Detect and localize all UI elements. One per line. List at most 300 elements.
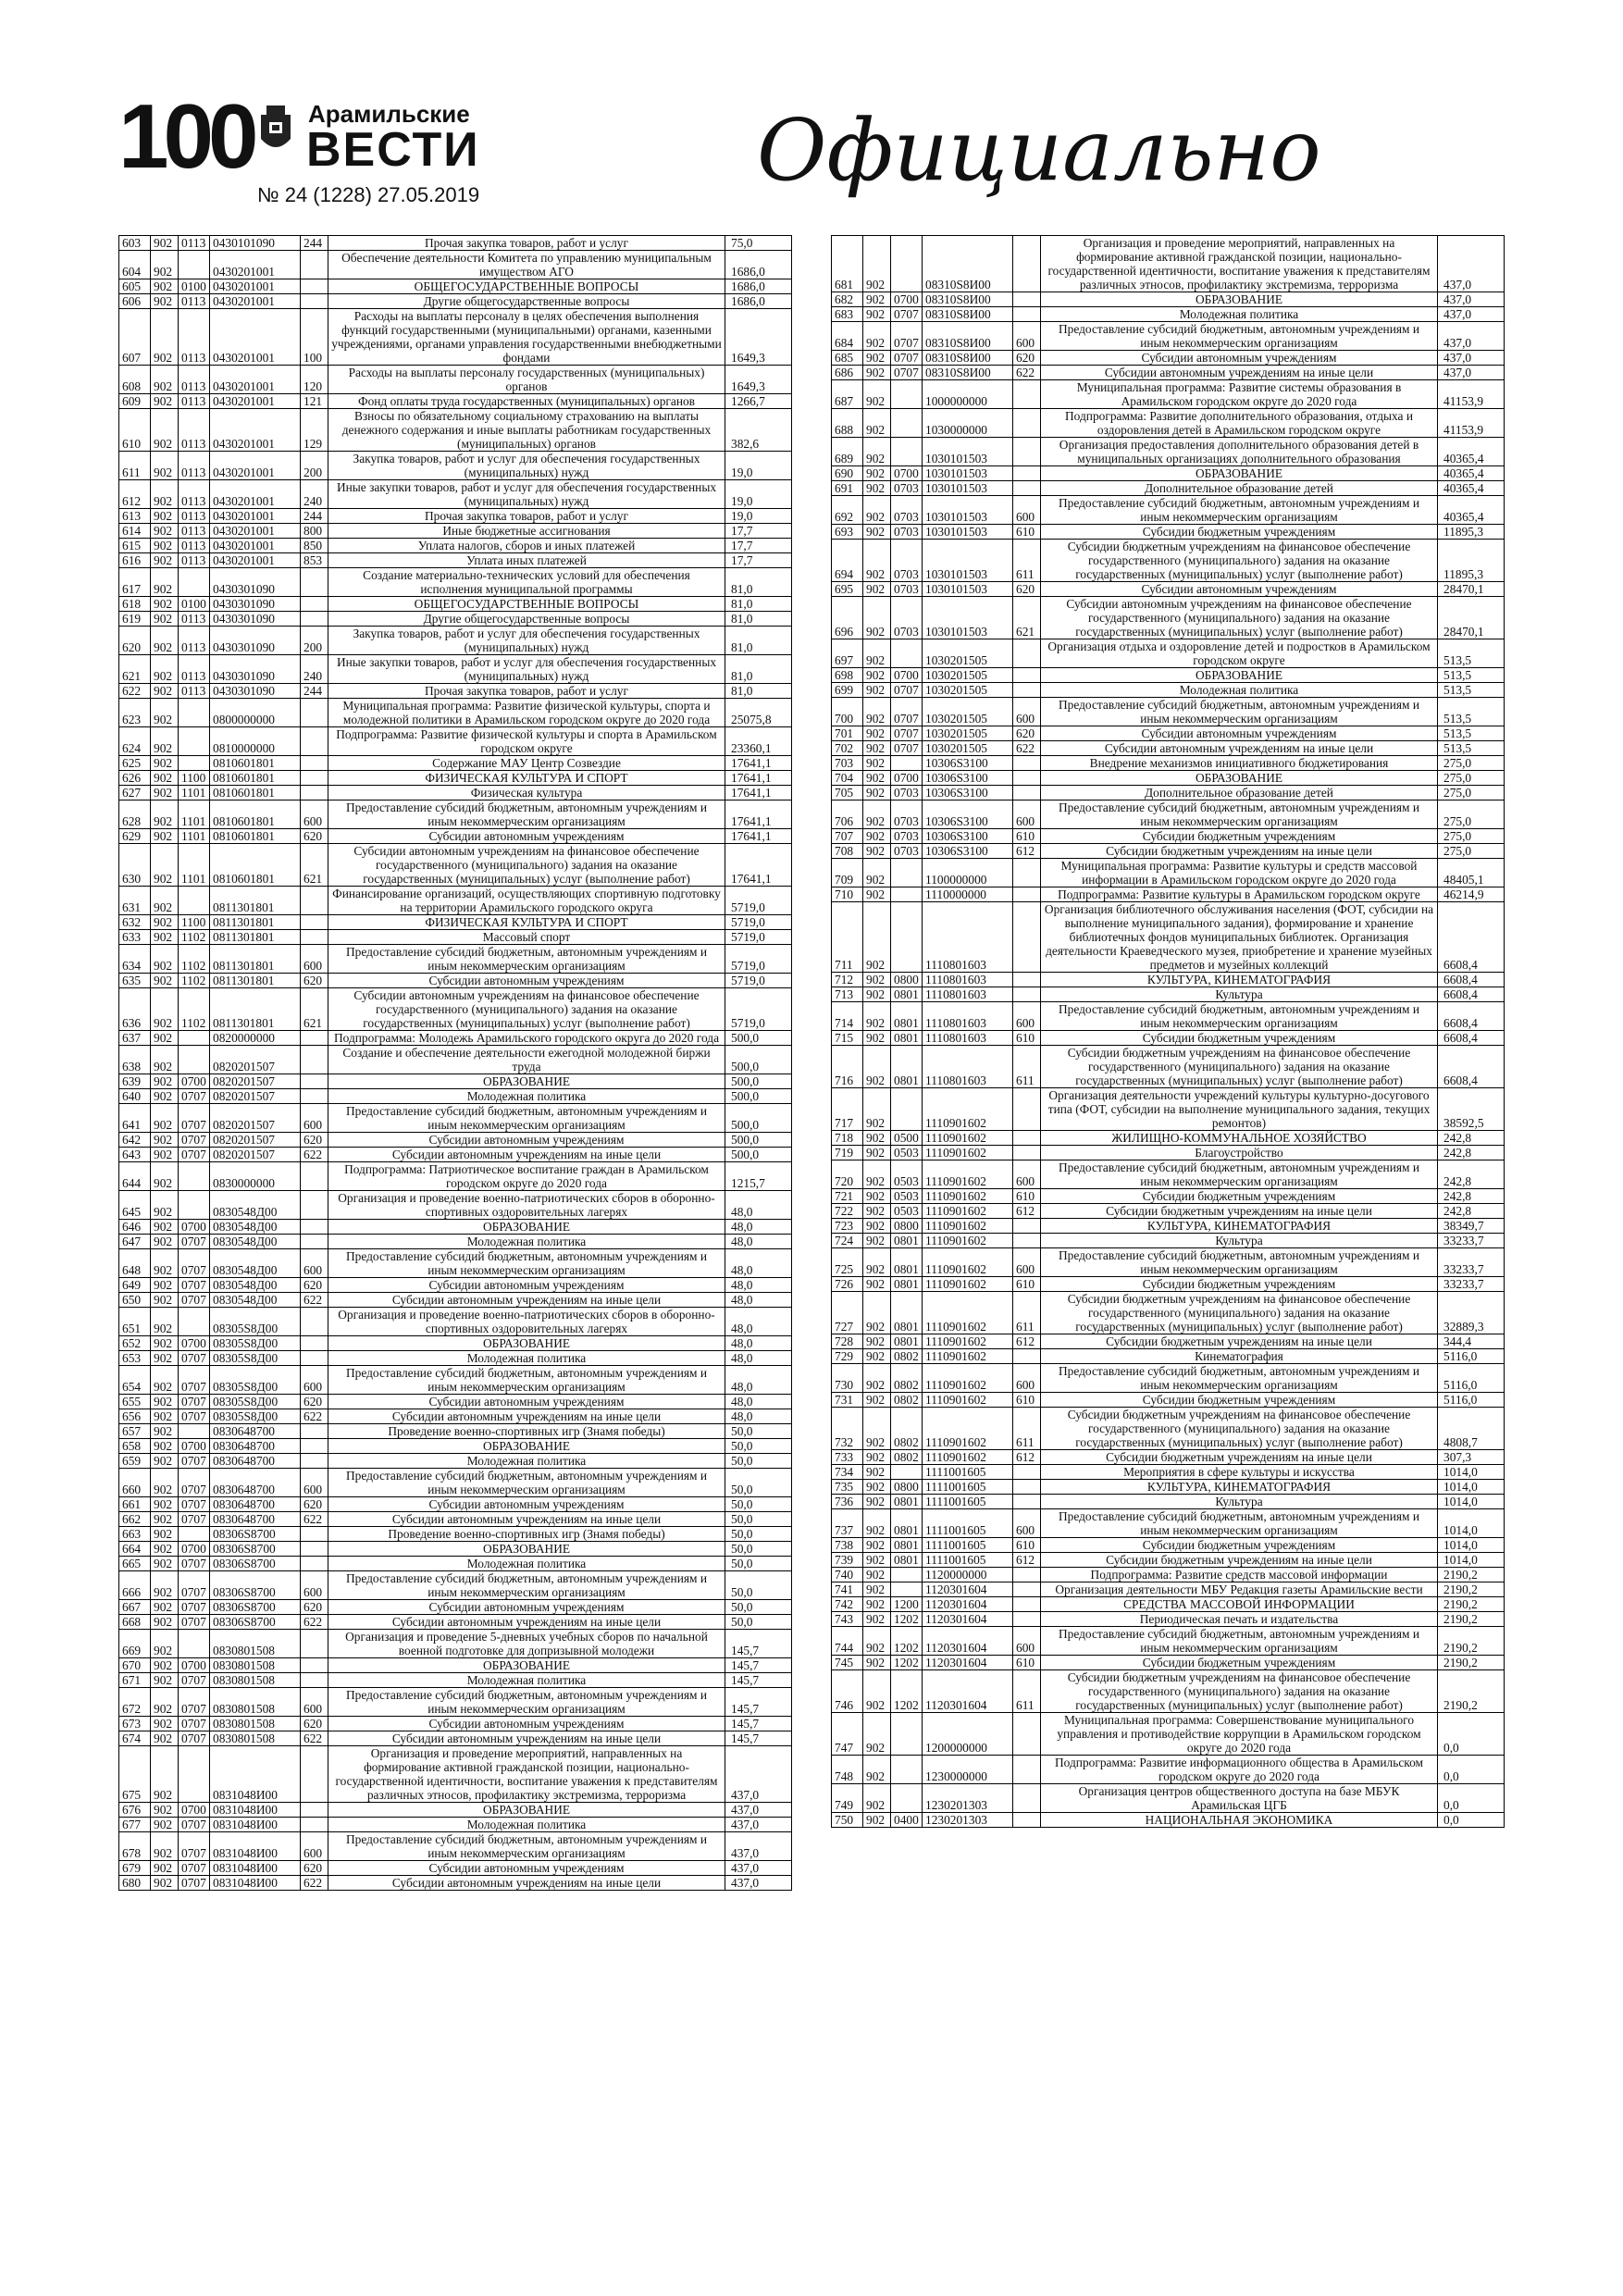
description: Предоставление субсидий бюджетным, автономным учреждениям и иным некоммерческим организациям xyxy=(1041,496,1438,525)
target-article-code: 0820201507 xyxy=(210,1046,301,1074)
amount: 6608,4 xyxy=(1438,1046,1505,1088)
ministry-code: 902 xyxy=(151,1220,179,1235)
row-number: 661 xyxy=(119,1497,151,1512)
description: Прочая закупка товаров, работ и услуг xyxy=(328,509,725,524)
expense-type-code: 610 xyxy=(1013,1656,1041,1670)
row-number: 728 xyxy=(832,1334,863,1349)
description: Субсидии автономным учреждениям на иные цели xyxy=(328,1148,725,1162)
expense-type-code: 612 xyxy=(1013,1204,1041,1219)
ministry-code: 902 xyxy=(151,988,179,1031)
ministry-code: 902 xyxy=(863,1582,891,1597)
ministry-code: 902 xyxy=(863,481,891,496)
ministry-code: 902 xyxy=(863,1450,891,1465)
target-article-code: 0430201001 xyxy=(210,251,301,279)
amount: 50,0 xyxy=(725,1542,792,1557)
target-article-code: 1110901602 xyxy=(923,1408,1013,1450)
section-code: 0800 xyxy=(891,973,923,987)
expense-type-code xyxy=(1013,1234,1041,1248)
section-code xyxy=(891,1568,923,1582)
target-article-code: 08310S8И00 xyxy=(923,366,1013,380)
target-article-code: 0810601801 xyxy=(210,771,301,786)
expense-type-code xyxy=(1013,786,1041,800)
amount: 11895,3 xyxy=(1438,525,1505,540)
expense-type-code: 600 xyxy=(301,1469,328,1497)
description: Субсидии автономным учреждениям xyxy=(328,1861,725,1876)
description: Предоставление субсидий бюджетным, автономным учреждениям и иным некоммерческим организациям xyxy=(1041,1248,1438,1277)
amount: 40365,4 xyxy=(1438,438,1505,466)
amount: 5719,0 xyxy=(725,930,792,945)
section-code: 0801 xyxy=(891,987,923,1002)
ministry-code: 902 xyxy=(151,930,179,945)
description: Организация деятельности МБУ Редакция газеты Арамильские вести xyxy=(1041,1582,1438,1597)
expense-type-code xyxy=(1013,973,1041,987)
amount: 1014,0 xyxy=(1438,1465,1505,1480)
row-number: 687 xyxy=(832,380,863,409)
section-code: 0707 xyxy=(179,1876,210,1891)
ministry-code: 902 xyxy=(151,1148,179,1162)
amount: 17641,1 xyxy=(725,844,792,887)
description: Проведение военно-спортивных игр (Знамя победы) xyxy=(328,1527,725,1542)
target-article-code: 1030101503 xyxy=(923,496,1013,525)
description: Массовый спорт xyxy=(328,930,725,945)
ministry-code: 902 xyxy=(151,1615,179,1630)
section-code: 1102 xyxy=(179,930,210,945)
description: Взносы по обязательному социальному страхованию на выплаты денежного содержания и иные выплаты работникам государственных (муниципальных) органов xyxy=(328,409,725,452)
section-code: 0707 xyxy=(179,1249,210,1278)
expense-type-code xyxy=(301,1527,328,1542)
ministry-code: 902 xyxy=(863,1627,891,1656)
section-code: 0707 xyxy=(891,683,923,698)
row-number: 707 xyxy=(832,829,863,844)
row-number: 699 xyxy=(832,683,863,698)
expense-type-code: 621 xyxy=(301,844,328,887)
section-code xyxy=(179,1527,210,1542)
row-number: 643 xyxy=(119,1148,151,1162)
expense-type-code: 800 xyxy=(301,524,328,539)
amount: 81,0 xyxy=(725,627,792,655)
amount: 17641,1 xyxy=(725,829,792,844)
description: Предоставление субсидий бюджетным, автономным учреждениям и иным некоммерческим организациям xyxy=(1041,322,1438,351)
target-article-code: 0820201507 xyxy=(210,1133,301,1148)
row-number: 745 xyxy=(832,1656,863,1670)
expense-type-code: 600 xyxy=(301,1832,328,1861)
amount: 2190,2 xyxy=(1438,1627,1505,1656)
target-article-code: 08306S8700 xyxy=(210,1557,301,1571)
target-article-code: 1110901602 xyxy=(923,1131,1013,1146)
target-article-code: 1110901602 xyxy=(923,1248,1013,1277)
table-row xyxy=(119,1351,792,1366)
description: Кинематография xyxy=(1041,1349,1438,1364)
description: Субсидии автономным учреждениям на иные цели xyxy=(328,1409,725,1424)
table-row xyxy=(119,539,792,553)
amount: 19,0 xyxy=(725,509,792,524)
masthead xyxy=(118,85,1506,230)
row-number: 635 xyxy=(119,974,151,988)
expense-type-code: 600 xyxy=(301,1688,328,1717)
row-number: 638 xyxy=(119,1046,151,1074)
table-row xyxy=(832,1480,1505,1495)
row-number: 676 xyxy=(119,1803,151,1818)
target-article-code: 0430201001 xyxy=(210,480,301,509)
row-number: 658 xyxy=(119,1439,151,1454)
expense-type-code xyxy=(1013,1146,1041,1160)
target-article-code: 1230000000 xyxy=(923,1756,1013,1784)
description: Предоставление субсидий бюджетным, автономным учреждениям и иным некоммерческим организациям xyxy=(328,1832,725,1861)
table-row xyxy=(119,553,792,568)
description: Субсидии автономным учреждениям на финансовое обеспечение государственного (муниципального) задания на оказание государственных (муниципальных) услуг (выполнение работ) xyxy=(1041,597,1438,639)
ministry-code: 902 xyxy=(151,1439,179,1454)
amount: 50,0 xyxy=(725,1571,792,1600)
expense-type-code: 620 xyxy=(301,1717,328,1731)
target-article-code: 0430201001 xyxy=(210,553,301,568)
amount: 0,0 xyxy=(1438,1813,1505,1828)
expense-type-code: 600 xyxy=(1013,322,1041,351)
description: Предоставление субсидий бюджетным, автономным учреждениям и иным некоммерческим организациям xyxy=(328,1688,725,1717)
table-row xyxy=(832,639,1505,668)
ministry-code: 902 xyxy=(151,945,179,974)
table-row xyxy=(832,1234,1505,1248)
target-article-code: 1120301604 xyxy=(923,1656,1013,1670)
expense-type-code xyxy=(301,597,328,612)
ministry-code: 902 xyxy=(863,639,891,668)
description: Создание материально-технических условий для обеспечения исполнения муниципальной программы xyxy=(328,568,725,597)
table-row xyxy=(119,1469,792,1497)
table-row xyxy=(119,1278,792,1293)
description: Субсидии автономным учреждениям на иные цели xyxy=(328,1731,725,1746)
table-row xyxy=(832,1568,1505,1582)
amount: 145,7 xyxy=(725,1630,792,1658)
table-row xyxy=(119,699,792,727)
target-article-code: 1110901602 xyxy=(923,1334,1013,1349)
target-article-code: 0430101090 xyxy=(210,236,301,251)
row-number: 655 xyxy=(119,1395,151,1409)
ministry-code: 902 xyxy=(151,887,179,915)
table-row xyxy=(119,1308,792,1336)
description: Субсидии автономным учреждениям xyxy=(328,1717,725,1731)
expense-type-code xyxy=(1013,859,1041,887)
amount: 5719,0 xyxy=(725,988,792,1031)
expense-type-code: 600 xyxy=(1013,1509,1041,1538)
amount: 307,3 xyxy=(1438,1450,1505,1465)
section-code: 0707 xyxy=(891,322,923,351)
amount: 1686,0 xyxy=(725,279,792,294)
section-code: 0703 xyxy=(891,496,923,525)
description: КУЛЬТУРА, КИНЕМАТОГРАФИЯ xyxy=(1041,1480,1438,1495)
table-row xyxy=(832,481,1505,496)
expense-type-code xyxy=(301,1424,328,1439)
ministry-code: 902 xyxy=(863,1002,891,1031)
description: Субсидии автономным учреждениям xyxy=(328,1497,725,1512)
row-number: 688 xyxy=(832,409,863,438)
expense-type-code xyxy=(301,1351,328,1366)
description: Организация отдыха и оздоровление детей и подростков в Арамильском городском округе xyxy=(1041,639,1438,668)
ministry-code: 902 xyxy=(863,582,891,597)
description: ОБРАЗОВАНИЕ xyxy=(328,1074,725,1089)
row-number: 656 xyxy=(119,1409,151,1424)
target-article-code: 1030201505 xyxy=(923,639,1013,668)
table-row xyxy=(832,1349,1505,1364)
section-code: 0703 xyxy=(891,844,923,859)
description: Закупка товаров, работ и услуг для обеспечения государственных (муниципальных) нужд xyxy=(328,452,725,480)
target-article-code: 0830801508 xyxy=(210,1630,301,1658)
ministry-code: 902 xyxy=(151,1688,179,1717)
amount: 145,7 xyxy=(725,1731,792,1746)
section-code: 0707 xyxy=(179,1278,210,1293)
table-row xyxy=(832,741,1505,756)
section-code xyxy=(179,1746,210,1803)
ministry-code: 902 xyxy=(151,1235,179,1249)
target-article-code: 08310S8И00 xyxy=(923,236,1013,292)
expense-type-code xyxy=(301,887,328,915)
section-code: 0113 xyxy=(179,539,210,553)
table-row xyxy=(832,1002,1505,1031)
expense-type-code: 600 xyxy=(1013,1160,1041,1189)
amount: 28470,1 xyxy=(1438,582,1505,597)
table-row xyxy=(832,1495,1505,1509)
amount: 1014,0 xyxy=(1438,1480,1505,1495)
target-article-code: 0810601801 xyxy=(210,800,301,829)
target-article-code: 0811301801 xyxy=(210,974,301,988)
expense-type-code: 620 xyxy=(301,1278,328,1293)
expense-type-code: 612 xyxy=(1013,1553,1041,1568)
amount: 6608,4 xyxy=(1438,973,1505,987)
amount: 19,0 xyxy=(725,452,792,480)
description: Субсидии автономным учреждениям на иные цели xyxy=(328,1293,725,1308)
description: Муниципальная программа: Развитие физической культуры, спорта и молодежной политики в Арамильском городском округе до 2020 года xyxy=(328,699,725,727)
expense-type-code: 620 xyxy=(301,1497,328,1512)
expense-type-code xyxy=(301,1454,328,1469)
row-number: 692 xyxy=(832,496,863,525)
description: Субсидии бюджетным учреждениям xyxy=(1041,829,1438,844)
description: Дополнительное образование детей xyxy=(1041,786,1438,800)
section-code: 0700 xyxy=(179,1658,210,1673)
amount: 33233,7 xyxy=(1438,1248,1505,1277)
table-row xyxy=(832,597,1505,639)
ministry-code: 902 xyxy=(151,1658,179,1673)
description: ЖИЛИЩНО-КОММУНАЛЬНОЕ ХОЗЯЙСТВО xyxy=(1041,1131,1438,1146)
target-article-code: 08310S8И00 xyxy=(923,292,1013,307)
expense-type-code xyxy=(301,1162,328,1191)
section-code: 0700 xyxy=(891,771,923,786)
row-number: 705 xyxy=(832,786,863,800)
expense-type-code: 612 xyxy=(1013,1450,1041,1465)
row-number: 660 xyxy=(119,1469,151,1497)
section-code: 0703 xyxy=(891,829,923,844)
table-row xyxy=(119,1235,792,1249)
target-article-code: 0830648700 xyxy=(210,1469,301,1497)
table-row xyxy=(119,236,792,251)
description: Субсидии бюджетным учреждениям на иные цели xyxy=(1041,1553,1438,1568)
ministry-code: 902 xyxy=(863,1670,891,1713)
description: Субсидии бюджетным учреждениям xyxy=(1041,525,1438,540)
table-row xyxy=(119,1512,792,1527)
row-number: 637 xyxy=(119,1031,151,1046)
row-number: 639 xyxy=(119,1074,151,1089)
amount: 41153,9 xyxy=(1438,409,1505,438)
row-number: 604 xyxy=(119,251,151,279)
row-number: 669 xyxy=(119,1630,151,1658)
amount: 46214,9 xyxy=(1438,887,1505,902)
section-code xyxy=(891,902,923,973)
section-code: 0703 xyxy=(891,582,923,597)
expense-type-code: 610 xyxy=(1013,1538,1041,1553)
ministry-code: 902 xyxy=(151,1731,179,1746)
expense-type-code xyxy=(1013,902,1041,973)
target-article-code: 1200000000 xyxy=(923,1713,1013,1756)
expense-type-code: 622 xyxy=(301,1512,328,1527)
expense-type-code xyxy=(1013,409,1041,438)
description: Субсидии бюджетным учреждениям xyxy=(1041,1189,1438,1204)
table-row xyxy=(119,1191,792,1220)
ministry-code: 902 xyxy=(863,1784,891,1813)
expense-type-code xyxy=(301,1336,328,1351)
ministry-code: 902 xyxy=(863,771,891,786)
expense-type-code xyxy=(301,1557,328,1571)
ministry-code: 902 xyxy=(863,466,891,481)
ministry-code: 902 xyxy=(151,1717,179,1731)
description: ОБРАЗОВАНИЕ xyxy=(328,1220,725,1235)
ministry-code: 902 xyxy=(151,1527,179,1542)
section-code: 0707 xyxy=(891,307,923,322)
expense-type-code xyxy=(301,1031,328,1046)
row-number: 607 xyxy=(119,309,151,366)
amount: 6608,4 xyxy=(1438,1031,1505,1046)
ministry-code: 902 xyxy=(151,1046,179,1074)
amount: 513,5 xyxy=(1438,668,1505,683)
target-article-code: 0430201001 xyxy=(210,452,301,480)
ministry-code: 902 xyxy=(863,726,891,741)
row-number: 630 xyxy=(119,844,151,887)
target-article-code: 1110901602 xyxy=(923,1364,1013,1393)
amount: 41153,9 xyxy=(1438,380,1505,409)
target-article-code: 1120301604 xyxy=(923,1670,1013,1713)
expense-type-code xyxy=(301,786,328,800)
expense-type-code xyxy=(1013,1349,1041,1364)
target-article-code: 0830548Д00 xyxy=(210,1235,301,1249)
expense-type-code: 610 xyxy=(1013,1393,1041,1408)
expense-type-code xyxy=(301,568,328,597)
description: Субсидии бюджетным учреждениям на финансовое обеспечение государственного (муниципального) задания на оказание государственных (муниципальных) услуг (выполнение работ) xyxy=(1041,1046,1438,1088)
row-number: 605 xyxy=(119,279,151,294)
target-article-code: 1110901602 xyxy=(923,1088,1013,1131)
description: Субсидии бюджетным учреждениям на иные цели xyxy=(1041,844,1438,859)
description: Предоставление субсидий бюджетным, автономным учреждениям и иным некоммерческим организациям xyxy=(328,1249,725,1278)
section-code xyxy=(179,1031,210,1046)
description: Субсидии бюджетным учреждениям xyxy=(1041,1031,1438,1046)
table-row xyxy=(119,1717,792,1731)
expense-type-code xyxy=(301,1308,328,1336)
section-code: 0503 xyxy=(891,1204,923,1219)
table-row xyxy=(119,294,792,309)
table-row xyxy=(119,366,792,394)
amount: 6608,4 xyxy=(1438,1002,1505,1031)
row-number: 744 xyxy=(832,1627,863,1656)
row-number: 741 xyxy=(832,1582,863,1597)
table-row xyxy=(119,1366,792,1395)
table-row xyxy=(119,684,792,699)
target-article-code: 1110901602 xyxy=(923,1292,1013,1334)
description: Периодическая печать и издательства xyxy=(1041,1612,1438,1627)
expense-type-code: 244 xyxy=(301,236,328,251)
amount: 81,0 xyxy=(725,612,792,627)
ministry-code: 902 xyxy=(863,1538,891,1553)
table-row xyxy=(119,1089,792,1104)
amount: 48,0 xyxy=(725,1278,792,1293)
expense-type-code xyxy=(1013,1480,1041,1495)
expense-type-code: 622 xyxy=(1013,366,1041,380)
ministry-code: 902 xyxy=(151,1089,179,1104)
amount: 81,0 xyxy=(725,684,792,699)
expense-type-code: 600 xyxy=(1013,698,1041,726)
expense-type-code xyxy=(1013,438,1041,466)
row-number: 654 xyxy=(119,1366,151,1395)
row-number: 628 xyxy=(119,800,151,829)
amount: 50,0 xyxy=(725,1557,792,1571)
ministry-code: 902 xyxy=(863,366,891,380)
amount: 2190,2 xyxy=(1438,1582,1505,1597)
expense-type-code: 622 xyxy=(1013,741,1041,756)
expense-type-code: 620 xyxy=(1013,582,1041,597)
expense-type-code xyxy=(1013,307,1041,322)
row-number: 613 xyxy=(119,509,151,524)
amount: 33233,7 xyxy=(1438,1234,1505,1248)
table-row xyxy=(119,1658,792,1673)
table-row xyxy=(119,930,792,945)
expense-type-code xyxy=(1013,1219,1041,1234)
description: Подпрограмма: Развитие дополнительного образования, отдыха и оздоровления детей в Арамильском городском округе xyxy=(1041,409,1438,438)
target-article-code: 1030201505 xyxy=(923,683,1013,698)
ministry-code: 902 xyxy=(151,1293,179,1308)
ministry-code: 902 xyxy=(151,1366,179,1395)
target-article-code: 0831048И00 xyxy=(210,1876,301,1891)
target-article-code: 0430301090 xyxy=(210,568,301,597)
ministry-code: 902 xyxy=(863,351,891,366)
target-article-code: 0820201507 xyxy=(210,1104,301,1133)
description: Подпрограмма: Развитие информационного общества в Арамильском городском округе до 2020 года xyxy=(1041,1756,1438,1784)
section-code: 1100 xyxy=(179,915,210,930)
description: Муниципальная программа: Развитие культуры и средств массовой информации в Арамильском городском округе до 2020 года xyxy=(1041,859,1438,887)
section-code: 0503 xyxy=(891,1189,923,1204)
amount: 40365,4 xyxy=(1438,496,1505,525)
expense-type-code xyxy=(1013,771,1041,786)
table-row xyxy=(119,524,792,539)
table-row xyxy=(832,1292,1505,1334)
row-number: 625 xyxy=(119,756,151,771)
ministry-code: 902 xyxy=(151,699,179,727)
description: ФИЗИЧЕСКАЯ КУЛЬТУРА И СПОРТ xyxy=(328,771,725,786)
ministry-code: 902 xyxy=(151,1803,179,1818)
ministry-code: 902 xyxy=(151,1162,179,1191)
description: Субсидии бюджетным учреждениям на финансовое обеспечение государственного (муниципального) задания на оказание государственных (муниципальных) услуг (выполнение работ) xyxy=(1041,1292,1438,1334)
ministry-code: 902 xyxy=(151,409,179,452)
description: ОБРАЗОВАНИЕ xyxy=(1041,466,1438,481)
target-article-code: 1030101503 xyxy=(923,540,1013,582)
target-article-code: 08310S8И00 xyxy=(923,322,1013,351)
target-article-code: 0430301090 xyxy=(210,684,301,699)
table-row xyxy=(832,902,1505,973)
amount: 48,0 xyxy=(725,1336,792,1351)
row-number: 739 xyxy=(832,1553,863,1568)
amount: 6608,4 xyxy=(1438,902,1505,973)
description: ОБРАЗОВАНИЕ xyxy=(1041,292,1438,307)
target-article-code: 1110901602 xyxy=(923,1160,1013,1189)
amount: 437,0 xyxy=(1438,307,1505,322)
description: Молодежная политика xyxy=(328,1089,725,1104)
description: Молодежная политика xyxy=(328,1557,725,1571)
ministry-code: 902 xyxy=(863,1031,891,1046)
description: Проведение военно-спортивных игр (Знамя победы) xyxy=(328,1424,725,1439)
row-number: 747 xyxy=(832,1713,863,1756)
